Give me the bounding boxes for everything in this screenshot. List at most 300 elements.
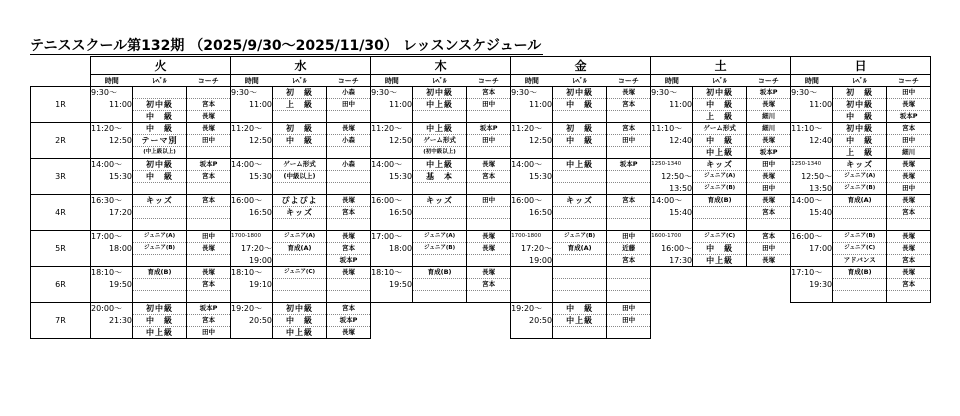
lesson-level: キッズ [553,195,607,207]
lesson-coach: 田中 [187,135,231,147]
lesson-level [133,183,187,195]
lesson-level: 初中級 [833,123,887,135]
lesson-level: 基 本 [413,171,467,183]
lesson-level: 中 級 [833,111,887,123]
lesson-time [511,279,553,291]
lesson-time: 19:20～ [231,303,273,315]
lesson-time: 18:10～ [371,267,413,279]
lesson-level [273,111,327,123]
lesson-coach [747,219,791,231]
period-label: 5R [31,231,91,267]
period-label: 2R [31,123,91,159]
lesson-time: 14:00～ [231,159,273,171]
lesson-coach: 坂本P [607,159,651,171]
lesson-coach: 長塚 [887,99,931,111]
lesson-level: ジュニア(B) [833,231,887,243]
lesson-level [553,291,607,303]
lesson-coach: 田中 [747,243,791,255]
lesson-time: 9:30～ [511,87,553,99]
lesson-level: 中 級 [133,315,187,327]
lesson-level: キッズ [133,195,187,207]
lesson-coach [187,255,231,267]
lesson-time: 16:50 [371,207,413,219]
lesson-time: 11:00 [791,99,833,111]
lesson-level: 上 級 [273,99,327,111]
lesson-coach: 長塚 [887,267,931,279]
lesson-time: 15:30 [231,171,273,183]
lesson-level: 中上級 [413,123,467,135]
lesson-coach: 細川 [887,147,931,159]
coach-column-header: コーチ [187,75,231,87]
coach-column-header: コーチ [327,75,371,87]
lesson-coach [327,111,371,123]
lesson-coach: 坂本P [187,159,231,171]
lesson-coach: 宮本 [887,279,931,291]
lesson-time: 14:00～ [91,159,133,171]
lesson-coach: 長塚 [887,231,931,243]
lesson-coach [467,291,511,303]
lesson-time: 13:50 [791,183,833,195]
lesson-time: 9:30～ [231,87,273,99]
lesson-coach: 長塚 [747,99,791,111]
lesson-coach: 坂本P [467,123,511,135]
lesson-time [231,147,273,159]
lesson-coach: 近藤 [607,243,651,255]
lesson-time [511,219,553,231]
lesson-level [693,207,747,219]
lesson-level: 中 級 [273,135,327,147]
lesson-coach: 小森 [327,135,371,147]
lesson-coach [607,207,651,219]
lesson-coach: 宮本 [187,171,231,183]
lesson-coach: 坂本P [747,87,791,99]
lesson-coach [467,147,511,159]
lesson-coach: 長塚 [187,123,231,135]
lesson-time: 9:30～ [371,87,413,99]
lesson-level [693,219,747,231]
lesson-level [273,183,327,195]
lesson-level: 中 級 [133,171,187,183]
lesson-coach [607,291,651,303]
lesson-time: 1250-1340 [651,159,693,171]
lesson-time: 19:00 [231,255,273,267]
lesson-level [413,291,467,303]
lesson-time: 18:10～ [91,267,133,279]
lesson-time: 11:00 [371,99,413,111]
lesson-time: 12:50 [231,135,273,147]
lesson-time [231,291,273,303]
lesson-level: 中 級 [693,135,747,147]
lesson-coach [327,219,371,231]
lesson-level: 中 級 [693,243,747,255]
lesson-level: ジュニア(C) [693,231,747,243]
level-column-header: ﾚﾍﾞﾙ [833,75,887,87]
lesson-time: 11:00 [511,99,553,111]
lesson-time [791,255,833,267]
lesson-time: 17:00～ [91,231,133,243]
lesson-coach: 長塚 [887,195,931,207]
lesson-coach [467,255,511,267]
lesson-level: 初中級 [133,99,187,111]
lesson-coach: 細川 [747,123,791,135]
lesson-coach: 小森 [327,159,371,171]
lesson-coach [327,279,371,291]
lesson-coach: 宮本 [187,99,231,111]
lesson-time: 9:30～ [791,87,833,99]
lesson-time [91,291,133,303]
lesson-level: ジュニア(A) [833,171,887,183]
lesson-level: キッズ [833,159,887,171]
lesson-level [413,207,467,219]
lesson-coach [187,207,231,219]
lesson-time: 14:00～ [791,195,833,207]
lesson-coach: 宮本 [187,279,231,291]
lesson-coach [467,207,511,219]
level-column-header: ﾚﾍﾞﾙ [553,75,607,87]
lesson-coach: 宮本 [747,231,791,243]
lesson-coach [887,291,931,303]
day-header: 火 [91,57,231,75]
lesson-time: 15:40 [651,207,693,219]
schedule-title: テニススクール第132期 （2025/9/30～2025/11/30） レッスンスケジュール [30,38,542,54]
lesson-level: 中上級 [693,255,747,267]
lesson-coach: 宮本 [887,123,931,135]
lesson-time [91,219,133,231]
lesson-coach: 田中 [887,87,931,99]
lesson-time: 12:50～ [791,171,833,183]
lesson-level [273,255,327,267]
lesson-time [791,111,833,123]
lesson-level: 育成(B) [133,267,187,279]
lesson-time: 1600-1700 [651,231,693,243]
time-column-header: 時間 [791,75,833,87]
lesson-level [833,207,887,219]
lesson-level: 中上級 [553,159,607,171]
lesson-level [413,219,467,231]
lesson-time [791,219,833,231]
lesson-level [133,219,187,231]
lesson-level: ジュニア(B) [553,231,607,243]
lesson-time [511,111,553,123]
lesson-coach: 長塚 [187,267,231,279]
time-column-header: 時間 [651,75,693,87]
time-column-header: 時間 [511,75,553,87]
lesson-level [273,147,327,159]
lesson-level: 初中級 [413,87,467,99]
lesson-level [553,255,607,267]
lesson-time [511,291,553,303]
coach-column-header: コーチ [467,75,511,87]
lesson-time: 17:10～ [791,267,833,279]
lesson-time: 18:10～ [231,267,273,279]
lesson-level: (中上級以上) [133,147,187,159]
lesson-time: 12:40 [651,135,693,147]
lesson-coach: 宮本 [327,207,371,219]
lesson-level [553,267,607,279]
lesson-time: 14:00～ [371,159,413,171]
lesson-time: 15:30 [371,171,413,183]
lesson-time: 19:50 [371,279,413,291]
lesson-time [791,291,833,303]
level-column-header: ﾚﾍﾞﾙ [693,75,747,87]
lesson-coach: 長塚 [327,123,371,135]
lesson-coach [187,147,231,159]
lesson-time: 17:20～ [511,243,553,255]
lesson-time: 11:00 [91,99,133,111]
lesson-time: 16:30～ [91,195,133,207]
lesson-time: 12:50～ [651,171,693,183]
lesson-coach: 宮本 [187,195,231,207]
lesson-time: 16:00～ [791,231,833,243]
lesson-time [651,111,693,123]
lesson-coach: 田中 [327,99,371,111]
lesson-time: 15:40 [791,207,833,219]
lesson-level [133,279,187,291]
lesson-coach: 坂本P [747,147,791,159]
lesson-time [231,183,273,195]
lesson-level: 育成(B) [693,195,747,207]
lesson-coach [607,279,651,291]
lesson-coach: 宮本 [747,207,791,219]
lesson-level: 中上級 [133,327,187,339]
lesson-coach: 田中 [747,183,791,195]
lesson-time [371,147,413,159]
lesson-level: 中 級 [833,135,887,147]
lesson-time: 20:50 [511,315,553,327]
lesson-coach: 長塚 [467,231,511,243]
lesson-time [231,111,273,123]
lesson-level [553,183,607,195]
lesson-time: 11:10～ [651,123,693,135]
lesson-coach: 坂本P [887,111,931,123]
lesson-level [833,291,887,303]
lesson-level [413,279,467,291]
lesson-level [553,279,607,291]
lesson-level [413,255,467,267]
lesson-coach: 宮本 [887,207,931,219]
lesson-time: 9:30～ [651,87,693,99]
lesson-time: 19:10 [231,279,273,291]
lesson-level: キッズ [273,207,327,219]
lesson-coach: 長塚 [327,231,371,243]
lesson-level: 育成(A) [553,243,607,255]
lesson-time: 16:00～ [231,195,273,207]
lesson-level: 初中級 [133,303,187,315]
lesson-time: 17:20～ [231,243,273,255]
lesson-time: 19:00 [511,255,553,267]
lesson-time: 17:00～ [371,231,413,243]
lesson-time [511,267,553,279]
lesson-time: 12:50 [91,135,133,147]
lesson-level: 育成(B) [413,267,467,279]
lesson-level: 初中級 [553,87,607,99]
lesson-level: キッズ [693,159,747,171]
lesson-coach: 坂本P [327,315,371,327]
lesson-time [91,147,133,159]
lesson-coach: 田中 [467,195,511,207]
lesson-level [133,207,187,219]
lesson-time [371,219,413,231]
lesson-time [91,327,133,339]
lesson-time: 16:50 [231,207,273,219]
lesson-coach: 長塚 [607,87,651,99]
lesson-time [91,183,133,195]
lesson-level: ジュニア(B) [133,243,187,255]
lesson-coach: 細川 [747,111,791,123]
lesson-time: 16:00～ [371,195,413,207]
lesson-coach: 宮本 [187,315,231,327]
lesson-coach: 田中 [467,99,511,111]
lesson-coach [607,183,651,195]
lesson-level: 中 級 [553,99,607,111]
lesson-time [91,111,133,123]
day-header: 土 [651,57,791,75]
lesson-time [231,327,273,339]
lesson-time: 11:20～ [371,123,413,135]
lesson-level: ジュニア(B) [693,183,747,195]
lesson-time [371,255,413,267]
lesson-time [231,219,273,231]
period-label: 6R [31,267,91,303]
lesson-time: 11:20～ [231,123,273,135]
lesson-level: 育成(A) [833,195,887,207]
lesson-level: 上 級 [833,147,887,159]
lesson-coach [607,267,651,279]
lesson-time: 17:00 [791,243,833,255]
lesson-time: 1700-1800 [231,231,273,243]
day-header: 金 [511,57,651,75]
lesson-level: ゲーム形式 [693,123,747,135]
lesson-time: 12:40 [791,135,833,147]
lesson-level: 上 級 [693,111,747,123]
lesson-time: 12:50 [371,135,413,147]
lesson-level [133,87,187,99]
lesson-time: 16:50 [511,207,553,219]
lesson-time [511,147,553,159]
lesson-level [553,171,607,183]
lesson-coach: 田中 [607,135,651,147]
lesson-level: テーマ別 [133,135,187,147]
lesson-level: 中 級 [553,303,607,315]
lesson-time [511,327,553,339]
lesson-coach: 長塚 [467,243,511,255]
lesson-time: 20:50 [231,315,273,327]
lesson-level [413,111,467,123]
lesson-coach: 長塚 [887,171,931,183]
time-column-header: 時間 [371,75,413,87]
lesson-coach: 田中 [187,231,231,243]
level-column-header: ﾚﾍﾞﾙ [133,75,187,87]
lesson-coach: 宮本 [327,243,371,255]
lesson-coach: 長塚 [887,159,931,171]
lesson-coach: 宮本 [887,255,931,267]
lesson-level [273,279,327,291]
lesson-coach: 田中 [887,135,931,147]
coach-column-header: コーチ [607,75,651,87]
lesson-coach: 長塚 [747,255,791,267]
lesson-time: 17:30 [651,255,693,267]
lesson-level [273,219,327,231]
lesson-time: 21:30 [91,315,133,327]
lesson-level: (中級以上) [273,171,327,183]
lesson-level: ぴよぴよ [273,195,327,207]
lesson-time: 16:00～ [511,195,553,207]
lesson-time: 16:00～ [651,243,693,255]
lesson-time: 20:00～ [91,303,133,315]
lesson-level: ジュニア(C) [273,267,327,279]
lesson-time: 18:00 [91,243,133,255]
lesson-coach [327,183,371,195]
lesson-level: キッズ [413,195,467,207]
lesson-schedule-table [30,56,931,339]
lesson-level [133,255,187,267]
lesson-coach: 宮本 [467,87,511,99]
lesson-time: 1250-1340 [791,159,833,171]
lesson-coach: 田中 [887,183,931,195]
lesson-coach: 長塚 [327,267,371,279]
lesson-level: ジュニア(C) [833,243,887,255]
lesson-coach [187,219,231,231]
lesson-level: 育成(A) [273,243,327,255]
lesson-level [833,219,887,231]
lesson-coach: 田中 [607,231,651,243]
lesson-coach [607,111,651,123]
lesson-time: 18:00 [371,243,413,255]
lesson-time: 19:30 [791,279,833,291]
lesson-level: 初中級 [833,99,887,111]
lesson-time: 19:20～ [511,303,553,315]
lesson-coach: 坂本P [187,303,231,315]
lesson-coach: 田中 [467,135,511,147]
lesson-coach [327,291,371,303]
lesson-time: 19:50 [91,279,133,291]
lesson-level: 中上級 [693,147,747,159]
lesson-level: ジュニア(A) [413,231,467,243]
day-header: 日 [791,57,931,75]
lesson-level: 初 級 [273,123,327,135]
lesson-coach [327,171,371,183]
lesson-time [371,291,413,303]
lesson-level: 育成(B) [833,267,887,279]
lesson-coach: 長塚 [747,171,791,183]
lesson-level: 初中級 [273,303,327,315]
lesson-level [553,327,607,339]
lesson-level: ジュニア(A) [693,171,747,183]
lesson-time: 14:00～ [511,159,553,171]
lesson-level: ゲーム形式 [273,159,327,171]
lesson-level: 中上級 [413,159,467,171]
lesson-level [833,279,887,291]
lesson-time [511,183,553,195]
lesson-coach: 田中 [607,303,651,315]
lesson-time [651,219,693,231]
lesson-coach [887,219,931,231]
lesson-time: 11:20～ [511,123,553,135]
lesson-level: ジュニア(A) [273,231,327,243]
lesson-level: 中上級 [553,315,607,327]
lesson-time: 11:00 [651,99,693,111]
lesson-coach [607,171,651,183]
lesson-time: 15:30 [91,171,133,183]
level-column-header: ﾚﾍﾞﾙ [273,75,327,87]
lesson-coach [607,219,651,231]
lesson-coach: 長塚 [187,243,231,255]
lesson-level [413,183,467,195]
lesson-level: 初 級 [273,87,327,99]
day-header: 木 [371,57,511,75]
lesson-level: (初中級以上) [413,147,467,159]
lesson-coach: 長塚 [467,159,511,171]
